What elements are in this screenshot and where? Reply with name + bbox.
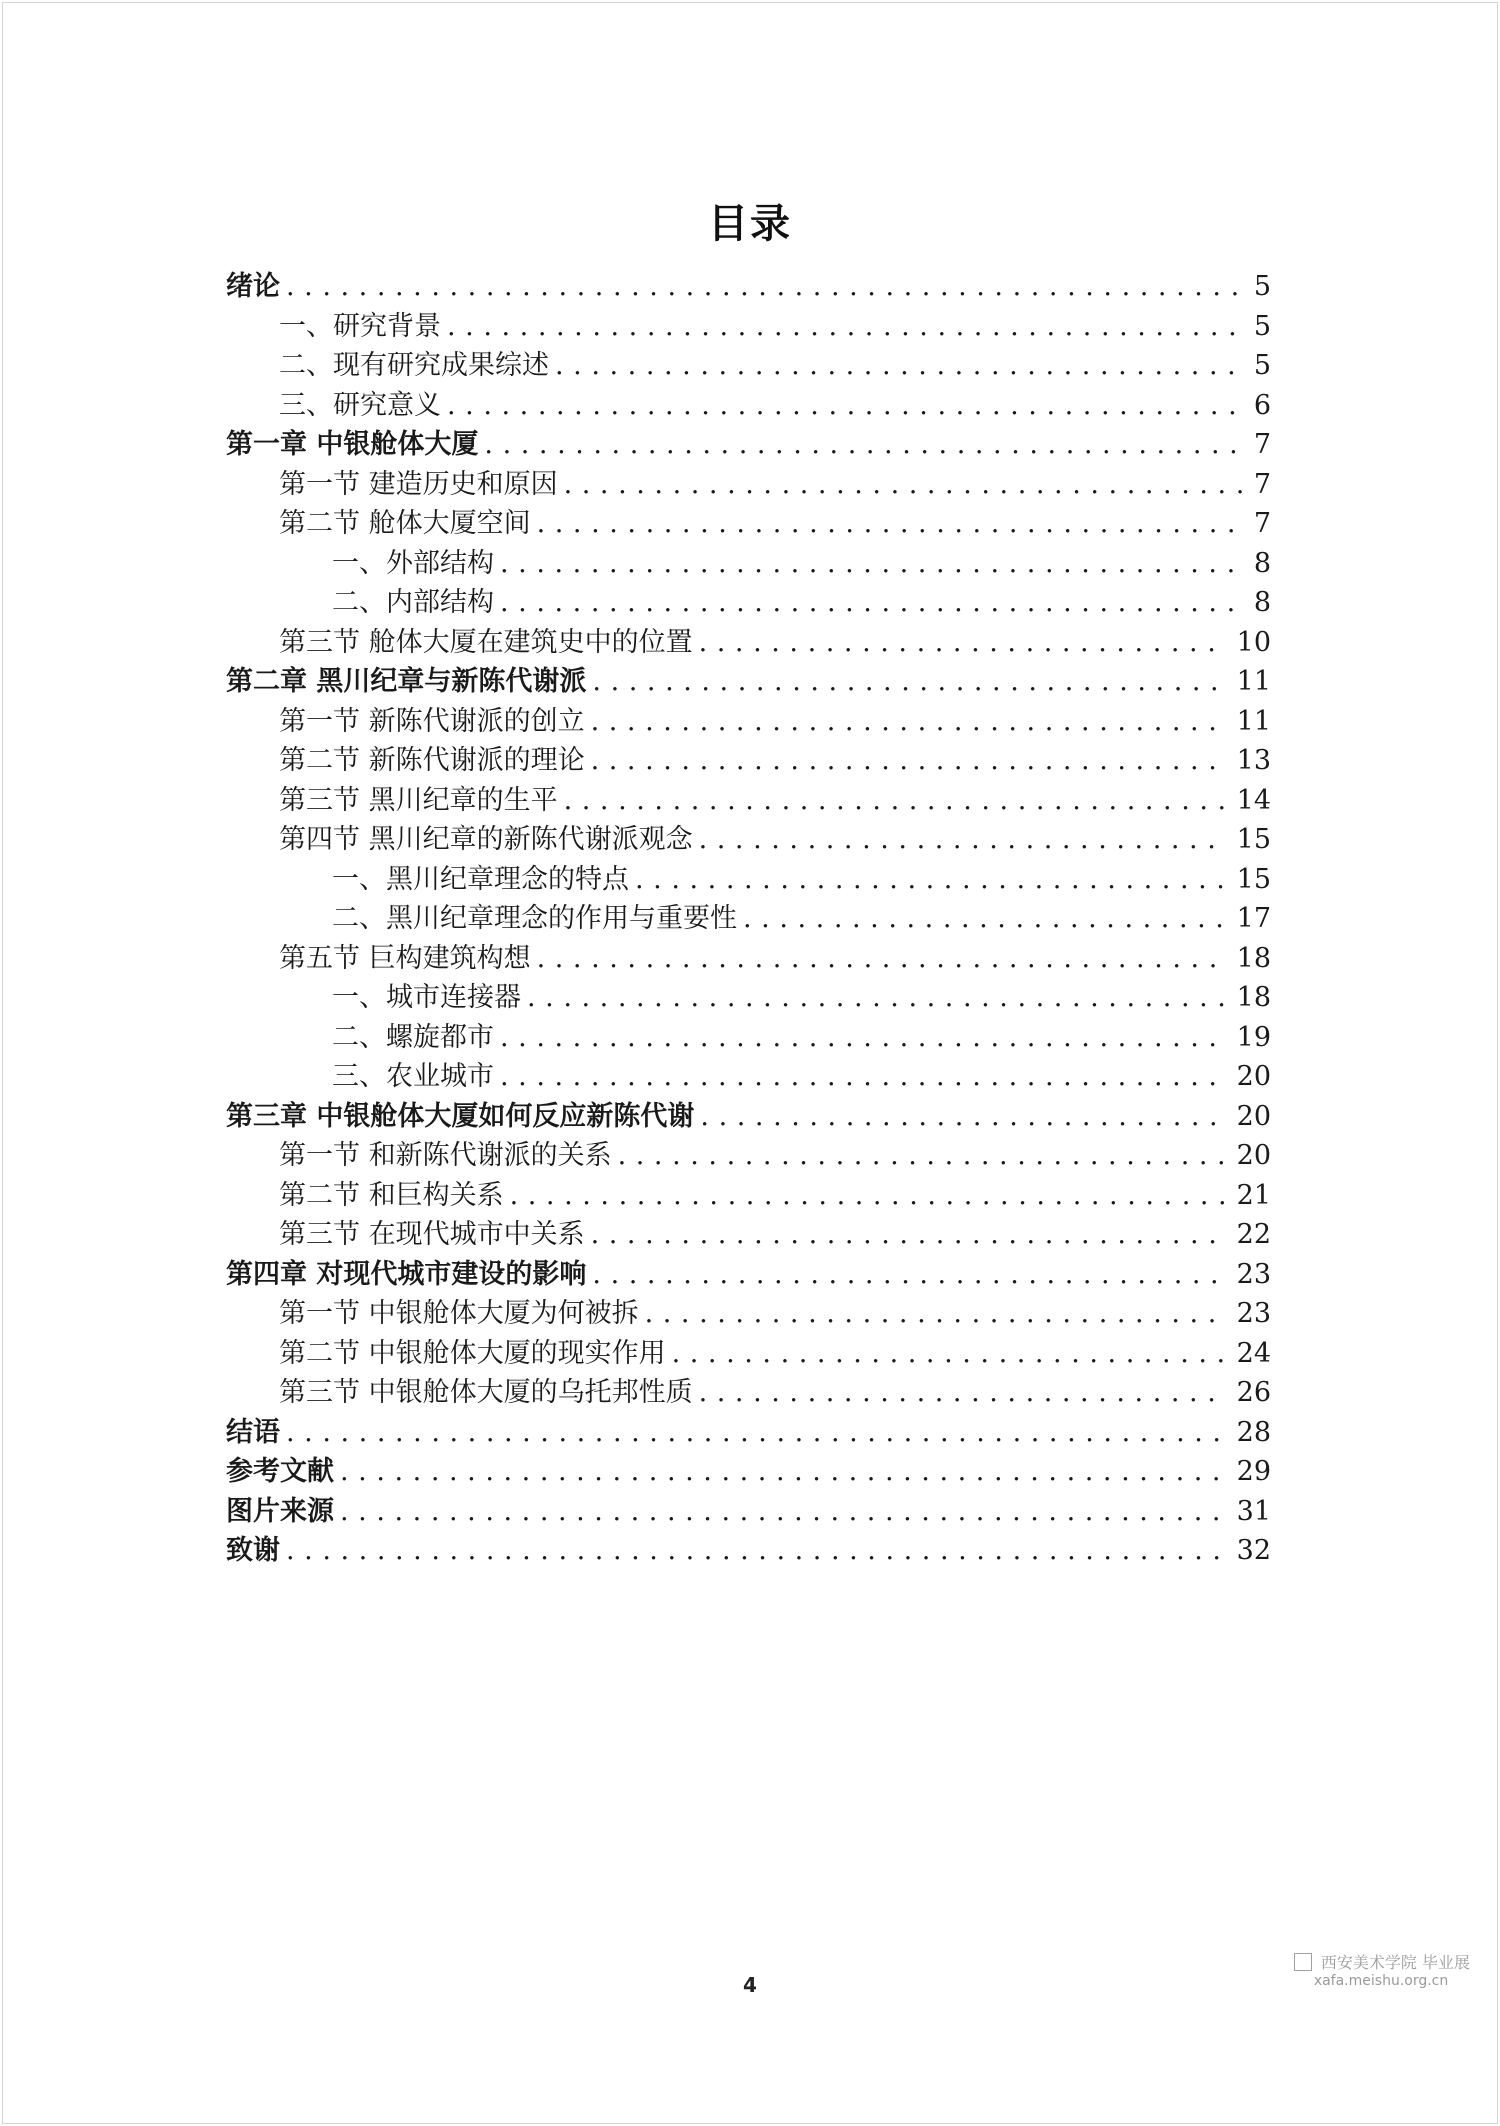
toc-entry-page: 18 bbox=[1236, 982, 1271, 1013]
toc-entry-label: 第四章 对现代城市建设的影响 bbox=[226, 1258, 587, 1290]
toc-entry-label: 二、黑川纪章理念的作用与重要性 bbox=[332, 903, 737, 934]
toc-dot-leader bbox=[537, 943, 1227, 974]
toc-dot-leader bbox=[340, 1456, 1227, 1487]
toc-dot-leader bbox=[564, 785, 1227, 816]
toc-entry[interactable] bbox=[226, 620, 1271, 660]
toc-entry-label: 第一节 和新陈代谢派的关系 bbox=[279, 1140, 612, 1171]
toc-entry[interactable] bbox=[226, 1015, 1271, 1055]
toc-entry-label: 第二节 和巨构关系 bbox=[279, 1179, 504, 1211]
toc-entry-label: 二、内部结构 bbox=[332, 587, 494, 618]
toc-dot-leader bbox=[699, 824, 1227, 855]
toc-entry-page: 29 bbox=[1236, 1456, 1271, 1487]
toc-entry-page: 6 bbox=[1253, 389, 1271, 421]
toc-entry-page: 8 bbox=[1253, 547, 1271, 579]
toc-entry-page: 26 bbox=[1236, 1377, 1271, 1408]
toc-dot-leader bbox=[527, 982, 1227, 1013]
toc-dot-leader bbox=[447, 311, 1244, 342]
toc-entry-label: 第二节 舱体大厦空间 bbox=[279, 508, 531, 539]
toc-entry-label: 绪论 bbox=[226, 271, 280, 302]
toc-entry[interactable] bbox=[226, 264, 1271, 304]
toc-entry[interactable] bbox=[226, 1331, 1271, 1371]
toc-entry-page: 28 bbox=[1236, 1416, 1271, 1448]
toc-dot-leader bbox=[564, 469, 1244, 500]
toc-entry-label: 二、螺旋都市 bbox=[332, 1021, 494, 1053]
toc-dot-leader bbox=[699, 627, 1227, 658]
toc-entry-page: 11 bbox=[1236, 666, 1271, 697]
toc-entry-page: 24 bbox=[1236, 1337, 1271, 1369]
toc-entry[interactable] bbox=[226, 778, 1271, 818]
toc-entry-page: 18 bbox=[1236, 942, 1271, 974]
toc-dot-leader bbox=[645, 1298, 1227, 1329]
toc-dot-leader bbox=[618, 1140, 1227, 1171]
toc-entry-page: 5 bbox=[1253, 310, 1271, 342]
toc-entry[interactable] bbox=[226, 343, 1271, 383]
toc-entry-label: 第二章 黑川纪章与新陈代谢派 bbox=[226, 666, 587, 697]
toc-entry-page: 7 bbox=[1253, 429, 1271, 460]
toc-entry-page: 20 bbox=[1236, 1140, 1271, 1171]
toc-entry-label: 第五节 巨构建筑构想 bbox=[279, 942, 531, 974]
toc-entry[interactable] bbox=[226, 304, 1271, 344]
toc-entry-page: 21 bbox=[1236, 1179, 1271, 1211]
toc-entry-label: 第三章 中银舱体大厦如何反应新陈代谢 bbox=[226, 1100, 695, 1132]
toc-entry-page: 5 bbox=[1253, 271, 1271, 302]
toc-entry[interactable] bbox=[226, 936, 1271, 976]
watermark-text: 西安美术学院 毕业展 bbox=[1320, 1953, 1470, 1972]
watermark bbox=[1294, 1950, 1470, 1989]
toc-entry-label: 参考文献 bbox=[226, 1456, 334, 1487]
toc-entry-label: 结语 bbox=[226, 1416, 280, 1448]
toc-entry[interactable] bbox=[226, 1252, 1271, 1292]
toc-entry[interactable] bbox=[226, 1291, 1271, 1331]
toc-entry-label: 第四节 黑川纪章的新陈代谢派观念 bbox=[279, 824, 693, 855]
toc-entry-label: 二、现有研究成果综述 bbox=[279, 350, 549, 381]
toc-entry[interactable] bbox=[226, 580, 1271, 620]
toc-entry[interactable] bbox=[226, 975, 1271, 1015]
toc-dot-leader bbox=[340, 1496, 1227, 1527]
toc-entry-label: 第二节 新陈代谢派的理论 bbox=[279, 745, 585, 776]
toc-entry-label: 一、外部结构 bbox=[332, 547, 494, 579]
toc-dot-leader bbox=[447, 390, 1244, 421]
toc-entry[interactable] bbox=[226, 422, 1271, 462]
toc-entry[interactable] bbox=[226, 857, 1271, 897]
toc-entry-page: 23 bbox=[1236, 1258, 1271, 1290]
toc-entry[interactable] bbox=[226, 1054, 1271, 1094]
toc-dot-leader bbox=[555, 350, 1244, 381]
toc-entry-label: 第二节 中银舱体大厦的现实作用 bbox=[279, 1337, 666, 1369]
toc-entry-page: 31 bbox=[1236, 1495, 1271, 1527]
toc-dot-leader bbox=[286, 1535, 1227, 1566]
toc-entry-page: 23 bbox=[1236, 1298, 1271, 1329]
watermark-logo-icon bbox=[1294, 1953, 1312, 1971]
toc-dot-leader bbox=[699, 1377, 1227, 1408]
toc-entry[interactable] bbox=[226, 501, 1271, 541]
page-number: 4 bbox=[743, 1973, 757, 1997]
toc-entry-label: 第三节 中银舱体大厦的乌托邦性质 bbox=[279, 1377, 693, 1408]
toc-entry-page: 7 bbox=[1253, 468, 1271, 500]
toc-entry[interactable] bbox=[226, 738, 1271, 778]
toc-entry-label: 一、研究背景 bbox=[279, 310, 441, 342]
toc-dot-leader bbox=[591, 745, 1227, 776]
toc-dot-leader bbox=[286, 1417, 1227, 1448]
toc-entry-label: 致谢 bbox=[226, 1535, 280, 1566]
watermark-url: xafa.meishu.org.cn bbox=[1313, 1973, 1449, 1989]
toc-entry-page: 11 bbox=[1236, 705, 1271, 737]
toc-entry-page: 8 bbox=[1253, 587, 1271, 618]
toc-entry-label: 第一节 新陈代谢派的创立 bbox=[279, 705, 585, 737]
toc-entry-page: 19 bbox=[1236, 1021, 1271, 1053]
toc-dot-leader bbox=[484, 429, 1243, 460]
toc-dot-leader bbox=[500, 587, 1244, 618]
toc-entry[interactable] bbox=[226, 1528, 1271, 1568]
toc-entry[interactable] bbox=[226, 462, 1271, 502]
toc-entry-label: 三、农业城市 bbox=[332, 1061, 494, 1092]
toc-entry-label: 第一章 中银舱体大厦 bbox=[226, 429, 479, 460]
table-of-contents bbox=[226, 264, 1271, 1568]
toc-entry[interactable] bbox=[226, 1212, 1271, 1252]
toc-entry[interactable] bbox=[226, 1489, 1271, 1529]
toc-entry-page: 20 bbox=[1236, 1061, 1271, 1092]
toc-entry[interactable] bbox=[226, 1133, 1271, 1173]
toc-entry-page: 7 bbox=[1253, 508, 1271, 539]
toc-dot-leader bbox=[635, 864, 1227, 895]
toc-entry-label: 第三节 黑川纪章的生平 bbox=[279, 784, 558, 816]
toc-entry-page: 20 bbox=[1236, 1100, 1271, 1132]
toc-dot-leader bbox=[500, 1022, 1227, 1053]
toc-entry[interactable] bbox=[226, 383, 1271, 423]
toc-dot-leader bbox=[591, 1219, 1227, 1250]
toc-entry[interactable] bbox=[226, 1449, 1271, 1489]
toc-dot-leader bbox=[510, 1180, 1227, 1211]
toc-dot-leader bbox=[592, 1259, 1226, 1290]
toc-entry-page: 32 bbox=[1236, 1535, 1271, 1566]
toc-entry[interactable] bbox=[226, 1173, 1271, 1213]
toc-entry[interactable] bbox=[226, 659, 1271, 699]
toc-entry[interactable] bbox=[226, 1410, 1271, 1450]
page-title: 目录 bbox=[708, 201, 792, 247]
toc-entry[interactable] bbox=[226, 1370, 1271, 1410]
toc-entry-page: 15 bbox=[1236, 863, 1271, 895]
toc-dot-leader bbox=[500, 548, 1244, 579]
toc-entry-label: 一、黑川纪章理念的特点 bbox=[332, 863, 629, 895]
toc-entry[interactable] bbox=[226, 1094, 1271, 1134]
toc-entry-label: 图片来源 bbox=[226, 1495, 334, 1527]
toc-dot-leader bbox=[537, 508, 1244, 539]
toc-dot-leader bbox=[591, 706, 1227, 737]
toc-entry-label: 一、城市连接器 bbox=[332, 982, 521, 1013]
toc-entry-label: 第三节 舱体大厦在建筑史中的位置 bbox=[279, 626, 693, 658]
toc-entry-page: 22 bbox=[1236, 1219, 1271, 1250]
toc-dot-leader bbox=[500, 1061, 1227, 1092]
toc-dot-leader bbox=[743, 903, 1227, 934]
toc-entry-page: 17 bbox=[1236, 903, 1271, 934]
toc-dot-leader bbox=[592, 666, 1226, 697]
toc-entry-page: 5 bbox=[1253, 350, 1271, 381]
toc-entry[interactable] bbox=[226, 817, 1271, 857]
toc-dot-leader bbox=[700, 1101, 1226, 1132]
toc-entry-label: 三、研究意义 bbox=[279, 389, 441, 421]
toc-entry-label: 第一节 建造历史和原因 bbox=[279, 468, 558, 500]
toc-entry-label: 第三节 在现代城市中关系 bbox=[279, 1219, 585, 1250]
toc-entry[interactable] bbox=[226, 896, 1271, 936]
toc-dot-leader bbox=[672, 1338, 1227, 1369]
toc-entry-page: 15 bbox=[1236, 824, 1271, 855]
toc-entry[interactable] bbox=[226, 541, 1271, 581]
toc-entry[interactable] bbox=[226, 699, 1271, 739]
toc-entry-page: 10 bbox=[1236, 626, 1271, 658]
toc-dot-leader bbox=[286, 271, 1244, 302]
toc-entry-page: 14 bbox=[1236, 784, 1271, 816]
toc-entry-label: 第一节 中银舱体大厦为何被拆 bbox=[279, 1298, 639, 1329]
toc-entry-page: 13 bbox=[1236, 745, 1271, 776]
